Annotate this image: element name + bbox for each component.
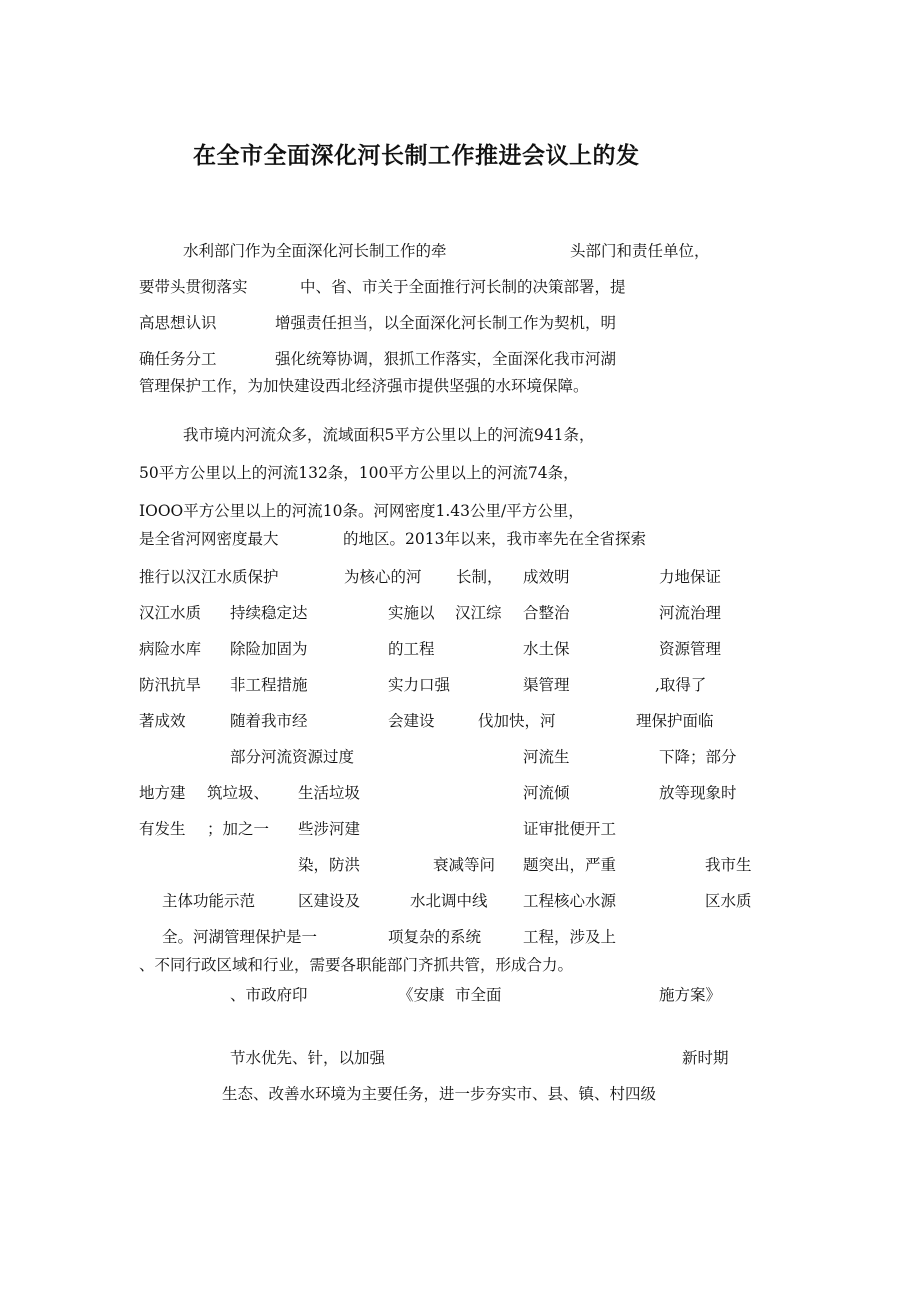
text-fragment: 项复杂的系统 [388, 928, 482, 946]
text-fragment: 放等现象时 [659, 784, 737, 802]
text-line: 水利部门作为全面深化河长制工作的牵 [183, 242, 447, 260]
text-fragment: 区水质 [705, 892, 752, 910]
text-fragment: 汉江综 [455, 604, 502, 622]
text-fragment: 水北调中线 [410, 892, 488, 910]
text-fragment: 渠管理 [523, 676, 570, 694]
text-line: 50平方公里以上的河流132条，100平方公里以上的河流74条， [139, 464, 579, 482]
text-line: 高思想认识 [139, 314, 217, 332]
text-line: 生态、改善水环境为主要任务，进一步夯实市、县、镇、村四级 [222, 1085, 657, 1103]
text-fragment: 《安康 [398, 986, 445, 1004]
text-fragment: 河流治理 [659, 604, 722, 622]
text-fragment: 有发生 [139, 820, 186, 838]
text-fragment: 防汛抗旱 [139, 676, 202, 694]
text-fragment: ；加之一 [207, 820, 270, 838]
text-fragment: 除险加固为 [230, 640, 308, 658]
text-fragment: 汉江水质 [139, 604, 202, 622]
text-fragment: 施方案》 [659, 986, 722, 1004]
text-fragment: 资源管理 [659, 640, 722, 658]
text-fragment: 随着我市经 [230, 712, 308, 730]
text-fragment: 著成效 [139, 712, 186, 730]
text-fragment: 理保护面临 [636, 712, 714, 730]
text-fragment: 力地保证 [659, 568, 722, 586]
text-fragment: 推行以汉江水质保护 [139, 568, 279, 586]
text-fragment: 主体功能示范 [162, 892, 256, 910]
text-fragment: 的工程 [388, 640, 435, 658]
text-line: 是全省河网密度最大 [139, 530, 279, 548]
text-line: 中、省、市关于全面推行河长制的决策部署，提 [300, 278, 626, 296]
text-line: 要带头贯彻落实 [139, 278, 248, 296]
text-fragment: 实施以 [388, 604, 435, 622]
text-fragment: 我市生 [705, 856, 752, 874]
text-line: 管理保护工作，为加快建设西北经济强市提供坚强的水环境保障。 [139, 377, 589, 395]
text-fragment: 节水优先、针，以加强 [230, 1049, 386, 1067]
text-fragment: 持续稳定达 [230, 604, 308, 622]
text-line: IOOO平方公里以上的河流10条。河网密度1.43公里/平方公里， [139, 502, 584, 520]
text-fragment: 生活垃圾 [298, 784, 361, 802]
text-line: 我市境内河流众多，流域面积5平方公里以上的河流941条， [183, 426, 595, 444]
text-fragment: 合整治 [523, 604, 570, 622]
text-fragment: 证审批便开工 [523, 820, 617, 838]
text-fragment: 水土保 [523, 640, 570, 658]
text-line: 强化统筹协调，狠抓工作落实，全面深化我市河湖 [275, 350, 617, 368]
text-fragment: 染，防洪 [298, 856, 361, 874]
text-fragment: 河流倾 [523, 784, 570, 802]
text-fragment: 衰减等问 [433, 856, 496, 874]
text-fragment: 些涉河建 [298, 820, 361, 838]
text-fragment: ,取得了 [655, 676, 707, 694]
text-fragment: 工程，涉及上 [523, 928, 617, 946]
text-line: 增强责任担当，以全面深化河长制工作为契机，明 [275, 314, 617, 332]
text-fragment: 筑垃圾、 [207, 784, 270, 802]
text-fragment: 长制， [456, 568, 503, 586]
text-fragment: 地方建 [139, 784, 186, 802]
text-fragment: 题突出，严重 [523, 856, 617, 874]
text-fragment: 部分河流资源过度 [230, 748, 355, 766]
text-fragment: 伐加快，河 [478, 712, 556, 730]
page-title: 在全市全面深化河长制工作推进会议上的发 [193, 143, 640, 169]
text-fragment: 、市政府印 [230, 986, 308, 1004]
text-fragment: 工程核心水源 [523, 892, 617, 910]
text-line: 、不同行政区域和行业，需要各职能部门齐抓共管，形成合力。 [139, 956, 574, 974]
text-fragment: 成效明 [523, 568, 570, 586]
text-fragment: 市全面 [455, 986, 502, 1004]
text-fragment: 为核心的河 [344, 568, 422, 586]
text-fragment: 河流生 [523, 748, 570, 766]
text-fragment: 会建设 [388, 712, 435, 730]
text-fragment: 全。河湖管理保护是一 [162, 928, 318, 946]
text-line: 的地区。2013年以来，我市率先在全省探索 [343, 530, 646, 548]
text-line: 确任务分工 [139, 350, 217, 368]
text-fragment: 下降；部分 [659, 748, 737, 766]
text-fragment: 非工程措施 [230, 676, 308, 694]
text-fragment: 实力口强 [388, 676, 451, 694]
text-fragment: 病险水库 [139, 640, 202, 658]
text-fragment: 新时期 [682, 1049, 729, 1067]
text-fragment: 区建设及 [298, 892, 361, 910]
text-line: 头部门和责任单位， [570, 242, 710, 260]
